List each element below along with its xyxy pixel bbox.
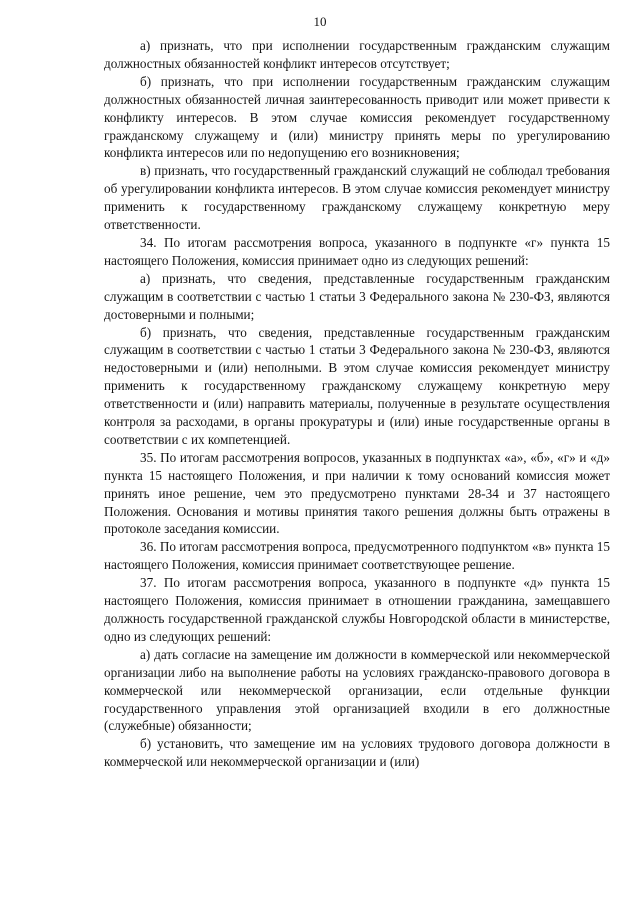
paragraph: а) признать, что при исполнении государственным гражданским служащим должностных обязанностей конфликт интересов отсутствует; [104, 38, 610, 71]
paragraph: 37. По итогам рассмотрения вопроса, указанного в подпункте «д» пункта 15 настоящего Положения, комиссия принимает в отношении гражданина, замещавшего должность государственной гражданской службы Новгородской области в министерстве, одно из следующих решений: [104, 575, 610, 644]
paragraph: в) признать, что государственный гражданский служащий не соблюдал требования об урегулировании конфликта интересов. В этом случае комиссия рекомендует министру применить к государственному гражданскому служащему конкретную меру ответственности. [104, 163, 610, 233]
paragraph: б) признать, что при исполнении государственным гражданским служащим должностных обязанностей личная заинтересованность приводит или может привести к конфликту интересов. В этом случае комиссия рекомендует государственному гражданскому служащему и (или) министру принять меры по урегулированию конфликта интересов или по недопущению его возникновения; [104, 73, 610, 161]
paragraph: б) признать, что сведения, представленные государственным гражданским служащим в соответствии с частью 1 статьи 3 Федерального закона № 230-ФЗ, являются недостоверными и (или) неполными. В этом случае комиссия рекомендует министру применить к государственному гражданскому служащему конкретную меру ответственности и (или) направить материалы, полученные в результате осуществления контроля за расходами, в органы прокуратуры и (или) иные государственные органы в соответствии с их компетенцией. [104, 324, 610, 447]
paragraph: 34. По итогам рассмотрения вопроса, указанного в подпункте «г» пункта 15 настоящего Положения, комиссия принимает одно из следующих решений: [104, 234, 610, 268]
paragraph: а) дать согласие на замещение им должности в коммерческой или некоммерческой организации либо на выполнение работы на условиях гражданско-правового договора в коммерческой или некоммерческой организации, если отдельные функции государственного управления этой организацией входили в его должностные (служебные) обязанности; [104, 646, 610, 734]
page-number: 10 [313, 14, 327, 29]
paragraph: а) признать, что сведения, представленные государственным гражданским служащим в соответствии с частью 1 статьи 3 Федерального закона № 230-ФЗ, являются достоверными и полными; [104, 270, 610, 322]
paragraph: 35. По итогам рассмотрения вопросов, указанных в подпунктах «а», «б», «г» и «д» пункта 15 настоящего Положения, и при наличии к тому оснований комиссия может принять иное решение, чем это предусмотрено пунктами 28-34 и 37 настоящего Положения. Основания и мотивы принятия такого решения должны быть отражены в протоколе заседания комиссии. [104, 449, 610, 537]
document-body [104, 37, 610, 771]
paragraph: б) установить, что замещение им на условиях трудового договора должности в коммерческой или некоммерческой организации и (или) [104, 736, 610, 770]
paragraph: 36. По итогам рассмотрения вопроса, предусмотренного подпунктом «в» пункта 15 настоящего Положения, комиссия принимает соответствующее решение. [104, 539, 610, 573]
